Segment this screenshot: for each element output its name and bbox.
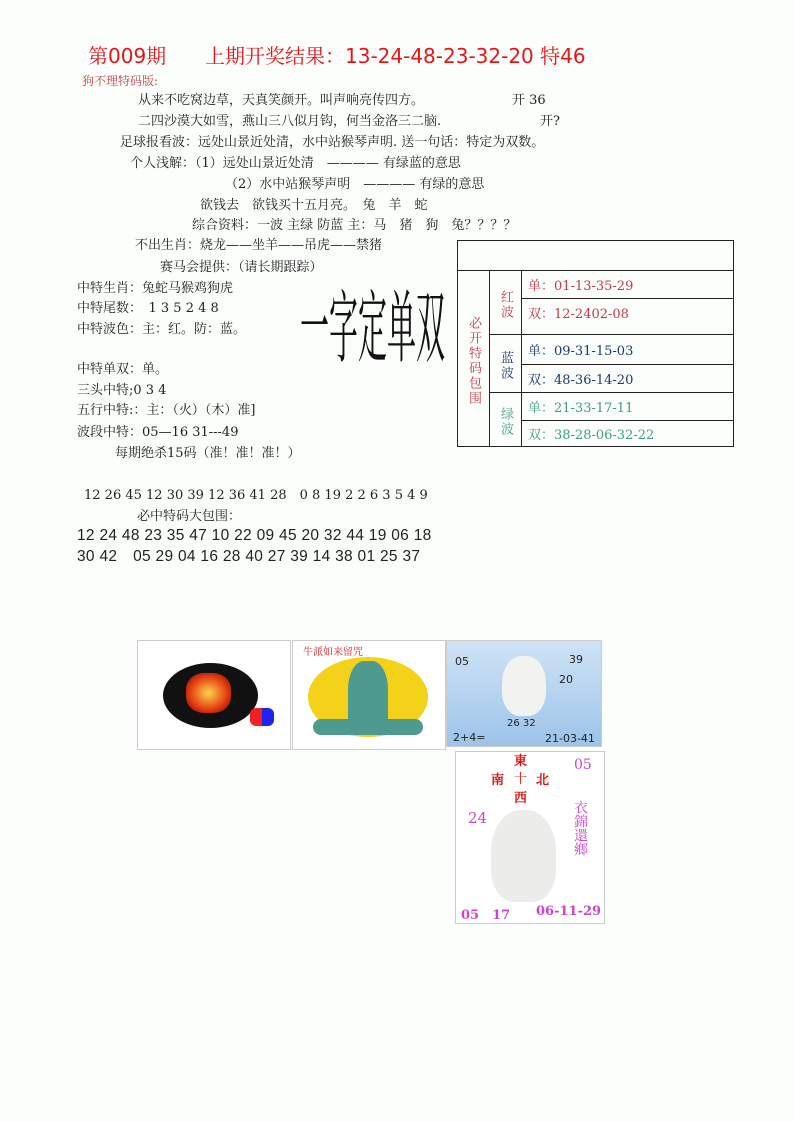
issue-number: 第009期 bbox=[88, 44, 167, 68]
compass-north: 北 bbox=[536, 773, 550, 788]
table-header-empty bbox=[458, 241, 734, 271]
poem-result-2: 开? bbox=[540, 114, 560, 129]
last-result: 上期开奖结果：13-24-48-23-32-20 特46 bbox=[205, 44, 586, 68]
interp-1: 个人浅解：（1）远处山景近处清 ———— 有绿蓝的意思 bbox=[130, 156, 461, 171]
calligraphy-title: 一字定单双 bbox=[300, 285, 446, 372]
group-blue-name: 蓝波 bbox=[490, 335, 522, 393]
poem-line-2: 二四沙漠大如雪，燕山三八似月钩，何当金洛三二脑. bbox=[138, 114, 442, 129]
interp-2: （2）水中站猴琴声明 ———— 有绿的意思 bbox=[225, 177, 485, 192]
img3-equation: 2+4= bbox=[453, 731, 486, 744]
package-row-2: 30 42 05 29 04 16 28 40 27 39 14 38 01 25 37 bbox=[77, 548, 421, 565]
red-dot bbox=[250, 708, 262, 726]
compass-cross: 十 bbox=[514, 772, 528, 787]
group-blue-even: 双：48-36-14-20 bbox=[522, 365, 734, 393]
head-line: 三头中特;0 3 4 bbox=[77, 383, 167, 398]
skull-icon bbox=[491, 810, 556, 902]
group-red-name: 红波 bbox=[490, 271, 522, 335]
img4-left-number: 24 bbox=[468, 809, 488, 827]
group-green-even: 双：38-28-06-32-22 bbox=[522, 421, 734, 447]
group-blue-odd: 单：09-31-15-03 bbox=[522, 335, 734, 365]
poem-line-1: 从来不吃窝边草，天真笑颜开。叫声响亮传四方。 bbox=[138, 93, 425, 108]
blue-dot bbox=[262, 708, 274, 726]
img3-number-1: 05 bbox=[455, 655, 469, 668]
kill-line: 每期绝杀15码（准！准！准！） bbox=[115, 446, 301, 461]
img4-top-number: 05 bbox=[574, 757, 592, 773]
compass-east: 東 bbox=[514, 754, 528, 769]
poem-result-1: 开 36 bbox=[512, 93, 546, 108]
edition-label: 狗不理特码版: bbox=[82, 74, 159, 88]
group-red-even: 双：12-2402-08 bbox=[522, 299, 734, 335]
not-out-line: 不出生肖：烧龙——坐羊——吊虎——禁猪 bbox=[135, 238, 383, 253]
group-red-odd: 单：01-13-35-29 bbox=[522, 271, 734, 299]
group-green-name: 绿波 bbox=[490, 393, 522, 447]
football-line: 足球报看波：远处山景近处清，水中站猴琴声明. 送一句话：特定为双数。 bbox=[120, 135, 545, 150]
wave-number-table bbox=[457, 240, 734, 447]
img4-bottom-right: 06-11-29 bbox=[536, 904, 602, 919]
compass-south: 南 bbox=[491, 773, 505, 788]
side-label: 必开特码包围 bbox=[458, 271, 490, 447]
flame-icon bbox=[186, 673, 231, 713]
zodiac-line: 中特生肖：兔蛇马猴鸡狗虎 bbox=[77, 281, 234, 296]
group-green-odd: 单：21-33-17-11 bbox=[522, 393, 734, 421]
img3-bottom-numbers: 21-03-41 bbox=[545, 732, 595, 745]
elements-line: 五行中特:：主：（火）（木）准] bbox=[77, 403, 256, 418]
img2-title: 牛派如来留咒 bbox=[303, 647, 363, 658]
money-line: 欲钱去 欲钱买十五月亮。 兔 羊 蛇 bbox=[200, 198, 428, 213]
range-line: 波段中特：05—16 31---49 bbox=[77, 425, 239, 440]
img4-bottom-left: 05 17 bbox=[461, 908, 511, 923]
package-title: 必中特码大包围： bbox=[137, 509, 242, 524]
compass-west: 西 bbox=[514, 791, 528, 806]
wave-line: 中特波色：主：红。防：蓝。 bbox=[77, 322, 247, 337]
image-flame-emblem bbox=[137, 640, 291, 750]
buddha-base bbox=[313, 719, 423, 735]
package-row-1: 12 24 48 23 35 47 10 22 09 45 20 32 44 19 06 18 bbox=[77, 527, 432, 544]
kill-numbers: 12 26 45 12 30 39 12 36 41 28 0 8 19 2 2 6 3 5 4 9 bbox=[84, 488, 428, 503]
img3-number-2: 39 bbox=[569, 653, 583, 666]
img3-mid-numbers: 26 32 bbox=[507, 718, 536, 729]
img3-number-3: 20 bbox=[559, 673, 573, 686]
summary-line: 综合资料：一波 主绿 防蓝 主：马 猪 狗 兔？？？？ bbox=[192, 218, 517, 233]
tail-line: 中特尾数： 1 3 5 2 4 8 bbox=[77, 301, 219, 316]
img4-side-text: 衣錦還鄉 bbox=[572, 800, 588, 856]
odd-even-line: 中特单双：单。 bbox=[77, 362, 169, 377]
image-buddha bbox=[292, 640, 446, 750]
skull-icon bbox=[502, 656, 546, 716]
provider-line: 赛马会提供：（请长期跟踪） bbox=[160, 260, 323, 275]
image-skull-compass bbox=[455, 751, 605, 924]
image-skull-sky bbox=[446, 640, 602, 747]
